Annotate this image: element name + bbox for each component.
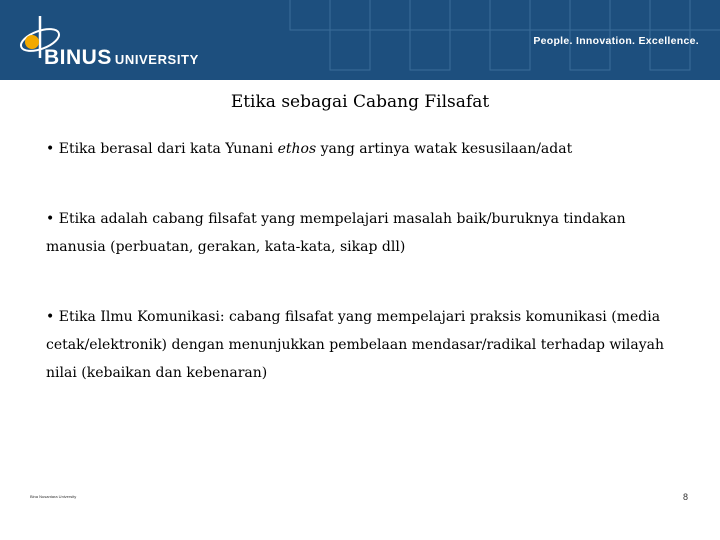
bullet-text-after: yang artinya watak kesusilaan/adat	[316, 141, 573, 157]
bullet-text: Etika Ilmu Komunikasi: cabang filsafat yang mempelajari praksis komunikasi (media cetak/elektronik) dengan menunjukkan pembelaan mendasar/radikal terhadap wilayah nilai (kebaikan dan kebenaran)	[46, 309, 664, 381]
bullet-emphasis: ethos	[277, 141, 317, 157]
bullet-text: Etika adalah cabang filsafat yang mempelajari masalah baik/buruknya tindakan manusia (perbuatan, gerakan, kata-kata, sikap dll)	[46, 211, 626, 255]
bullet-item	[46, 205, 686, 261]
bullet-marker: •	[46, 309, 55, 325]
logo-wordmark	[44, 46, 199, 70]
footer-university: Bina Nusantara University	[30, 494, 77, 499]
page-number: 8	[682, 492, 688, 502]
slide-header	[0, 0, 720, 80]
bullet-marker: •	[46, 211, 55, 227]
bullet-marker: •	[46, 141, 55, 157]
binus-logo	[18, 14, 218, 70]
bullet-item	[46, 135, 686, 163]
logo-suffix: UNIVERSITY	[114, 52, 199, 67]
slide-title: Etika sebagai Cabang Filsafat	[230, 92, 490, 112]
header-tagline: People. Innovation. Excellence.	[533, 35, 699, 47]
bullet-text-before: Etika berasal dari kata Yunani	[58, 141, 278, 157]
bullet-item	[46, 303, 686, 387]
logo-brand: BINUS	[44, 46, 112, 69]
